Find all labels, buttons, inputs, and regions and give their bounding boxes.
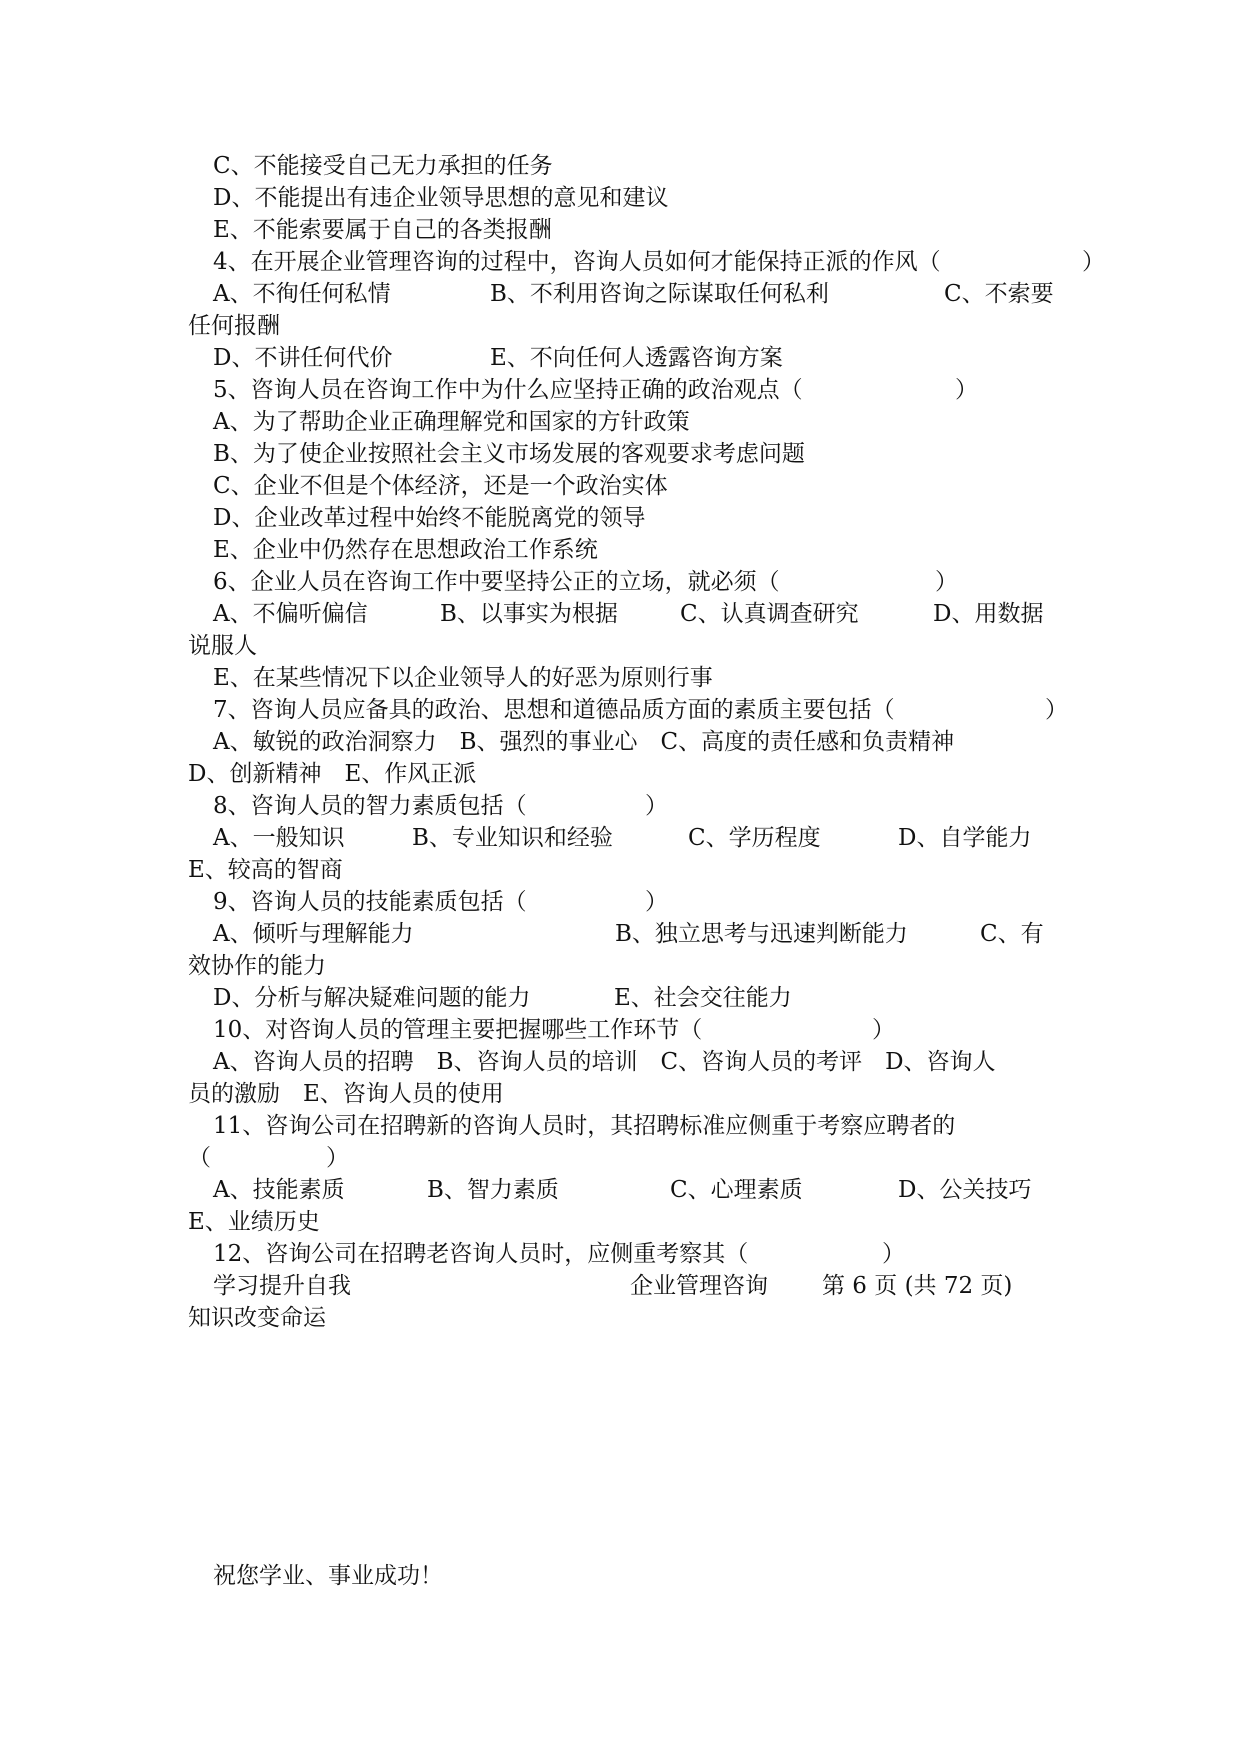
option-line: D、公关技巧 bbox=[898, 1177, 1032, 1203]
option-line: 任何报酬 bbox=[188, 313, 280, 339]
question-5-close-paren: ） bbox=[955, 377, 978, 403]
option-line: C、心理素质 bbox=[670, 1177, 803, 1203]
question-12: 12、咨询公司在招聘老咨询人员时，应侧重考察其（ bbox=[213, 1241, 749, 1267]
question-9-close-paren: ） bbox=[645, 889, 668, 915]
question-10-close-paren: ） bbox=[872, 1017, 895, 1043]
question-11: 11、咨询公司在招聘新的咨询人员时，其招聘标准应侧重于考察应聘者的 bbox=[213, 1113, 956, 1139]
option-line: C、认真调查研究 bbox=[680, 601, 859, 627]
question-11-paren: （ ） bbox=[188, 1145, 349, 1171]
option-line: C、不索要 bbox=[944, 281, 1054, 307]
question-4: 4、在开展企业管理咨询的过程中，咨询人员如何才能保持正派的作风（ bbox=[213, 249, 941, 275]
option-line: D、企业改革过程中始终不能脱离党的领导 bbox=[213, 505, 646, 531]
question-6: 6、企业人员在咨询工作中要坚持公正的立场，就必须（ bbox=[213, 569, 780, 595]
option-line: B、独立思考与迅速判断能力 bbox=[615, 921, 908, 947]
option-line: E、不向任何人透露咨询方案 bbox=[490, 345, 783, 371]
question-6-close-paren: ） bbox=[935, 569, 958, 595]
option-line: 效协作的能力 bbox=[188, 953, 326, 979]
option-line: B、为了使企业按照社会主义市场发展的客观要求考虑问题 bbox=[213, 441, 805, 467]
page-number: 第 6 页 (共 72 页) bbox=[822, 1273, 1013, 1299]
option-line: C、学历程度 bbox=[688, 825, 821, 851]
question-9: 9、咨询人员的技能素质包括（ bbox=[213, 889, 527, 915]
option-line: A、一般知识 bbox=[213, 825, 345, 851]
question-8-close-paren: ） bbox=[645, 793, 668, 819]
footer-left-text: 学习提升自我 bbox=[213, 1273, 351, 1299]
footer-document-title: 企业管理咨询 bbox=[630, 1273, 768, 1299]
option-line: B、智力素质 bbox=[427, 1177, 559, 1203]
question-12-close-paren: ） bbox=[882, 1241, 905, 1267]
option-line: A、技能素质 bbox=[213, 1177, 345, 1203]
footer-motto: 知识改变命运 bbox=[188, 1305, 326, 1331]
option-line: E、业绩历史 bbox=[188, 1209, 320, 1235]
closing-greeting: 祝您学业、事业成功！ bbox=[213, 1563, 443, 1589]
option-line: C、有 bbox=[980, 921, 1044, 947]
option-line: E、社会交往能力 bbox=[614, 985, 792, 1011]
option-line: C、不能接受自己无力承担的任务 bbox=[213, 153, 553, 179]
option-line: A、倾听与理解能力 bbox=[213, 921, 414, 947]
question-8: 8、咨询人员的智力素质包括（ bbox=[213, 793, 527, 819]
option-line: 员的激励 E、咨询人员的使用 bbox=[188, 1081, 504, 1107]
option-line: A、敏锐的政治洞察力 B、强烈的事业心 C、高度的责任感和负责精神 bbox=[213, 729, 955, 755]
option-line: D、用数据 bbox=[933, 601, 1044, 627]
option-line: B、不利用咨询之际谋取任何私利 bbox=[490, 281, 829, 307]
option-line: C、企业不但是个体经济，还是一个政治实体 bbox=[213, 473, 668, 499]
option-line: B、专业知识和经验 bbox=[412, 825, 613, 851]
question-5: 5、咨询人员在咨询工作中为什么应坚持正确的政治观点（ bbox=[213, 377, 803, 403]
question-4-close-paren: ） bbox=[1082, 249, 1105, 275]
option-line: 说服人 bbox=[188, 633, 257, 659]
question-10: 10、对咨询人员的管理主要把握哪些工作环节（ bbox=[213, 1017, 703, 1043]
option-line: E、不能索要属于自己的各类报酬 bbox=[213, 217, 552, 243]
option-line: A、为了帮助企业正确理解党和国家的方针政策 bbox=[213, 409, 690, 435]
option-line: D、创新精神 E、作风正派 bbox=[188, 761, 477, 787]
option-line: A、咨询人员的招聘 B、咨询人员的培训 C、咨询人员的考评 D、咨询人 bbox=[213, 1049, 996, 1075]
option-line: D、分析与解决疑难问题的能力 bbox=[213, 985, 531, 1011]
option-line: D、不能提出有违企业领导思想的意见和建议 bbox=[213, 185, 669, 211]
option-line: E、企业中仍然存在思想政治工作系统 bbox=[213, 537, 598, 563]
option-line: A、不偏听偏信 bbox=[213, 601, 368, 627]
option-line: E、较高的智商 bbox=[188, 857, 343, 883]
question-7: 7、咨询人员应备具的政治、思想和道德品质方面的素质主要包括（ bbox=[213, 697, 895, 723]
option-line: B、以事实为根据 bbox=[440, 601, 618, 627]
option-line: A、不徇任何私情 bbox=[213, 281, 391, 307]
option-line: D、自学能力 bbox=[898, 825, 1032, 851]
option-line: D、不讲任何代价 bbox=[213, 345, 393, 371]
option-line: E、在某些情况下以企业领导人的好恶为原则行事 bbox=[213, 665, 713, 691]
question-7-close-paren: ） bbox=[1045, 697, 1068, 723]
